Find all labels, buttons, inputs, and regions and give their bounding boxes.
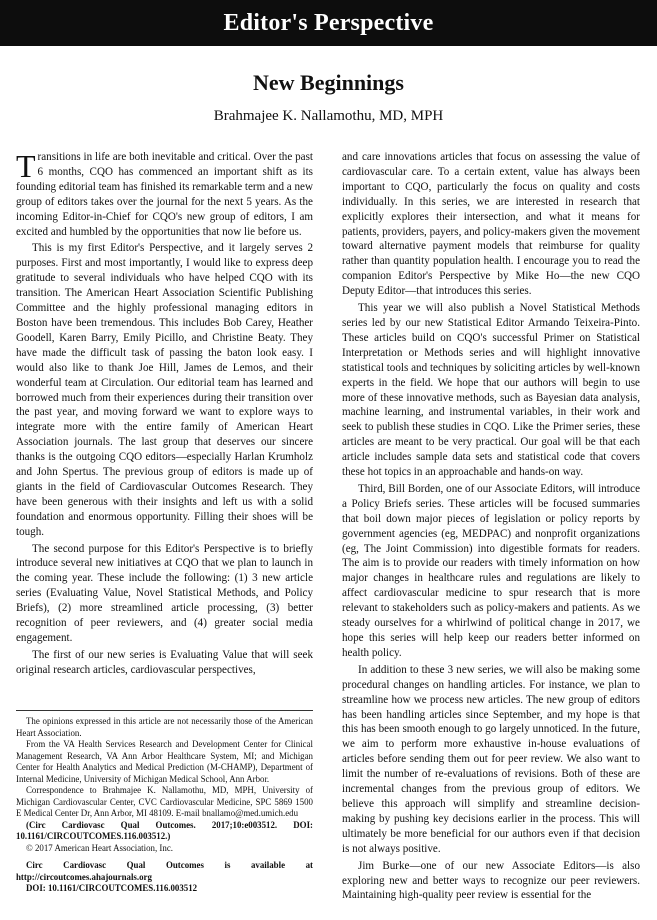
paragraph-gratitude: This is my first Editor's Perspective, and it largely serves 2 purposes. First and most importantly, I would like to express deep gratitude to several individuals who have helped CQO with its transition. The American Heart Association Scientific Publishing Committee and the highly professional managing editors in Boston have been tremendous. This includes Bob Carey, Heather Goodell, Karen Barry, Emily Picillo, and Christine Beaty. They have made the difficult task of passing the baton look easy. I would also like to thank Joe Hill, James de Lemos, and their wonderful team at Circulation. Our editorial team has learned and borrowed much from their experiences during their transition over the past year, and moving forward we want to explore ways to integrate more with the entire family of American Heart Association journals. The last group that deserves our sincere thanks is the outgoing CQO editors—especially Harlan Krumholz and John Spertus. The previous group of editors is made up of giants in the field of Cardiovascular Outcomes Research. They have been generous with their insights and left us with a solid foundation and enormous opportunity. Filling their shoes will be tough. [16, 242, 313, 538]
paragraph-value-continued: and care innovations articles that focus on assessing the value of cardiovascular care. To a certain extent, value has always been important to CQO, particularly the focus on quality and costs individually. In this series, we are interested in research that explicitly explores their intersection, and what it means for patients, providers, payers, and policy-makers given the movement toward alternative payment models that reimburse for quality rather than quantity population health. I encourage you to read the companion Editor's Perspective by Mike Ho—the new CQO Deputy Editor—that introduces this series. [342, 151, 640, 298]
drop-cap: T [16, 148, 36, 184]
footnote-correspondence: Correspondence to Brahmajee K. Nallamothu, MD, MPH, University of Michigan Cardiovascular Center, CVC Cardiovascular Medicine, SPC 5869 1500 E Medical Center Dr, Ann Arbor, MI 48109. E-mail bnallamo@med.umich.edu [16, 785, 313, 818]
paragraph-statistical-methods: This year we will also publish a Novel Statistical Methods series led by our new Statistical Editor Armando Teixeira-Pinto. These articles build on CQO's successful Primer on Statistical Interpretation or Methods series and will highlight innovative statistical tools and techniques by soliciting articles by well-known experts in the field. We hope that our authors will begin to use more of these innovative methods, such as Bayesian data analysis, machine learning, and instrumental variables, in their work and seek to publish these studies in CQO. Like the Primer series, these articles are meant to be very practical. Our goal will be that each article includes sample data sets and statistical code that covers these hot topics in an approachable and hands-on way. [342, 302, 640, 479]
paragraph-peer-reviewers: Jim Burke—one of our new Associate Editors—is also exploring new and better ways to recognize our peer reviewers. Maintaining high-quality peer review is essential for the [342, 859, 640, 902]
paragraph-intro [16, 150, 313, 239]
paragraph-policy-briefs: Third, Bill Borden, one of our Associate Editors, will introduce a Policy Briefs series. These articles will be focused summaries that boil down major pieces of legislation or policy reports by government agencies (eg, MEDPAC) and nonprofit organizations (eg, The Joint Commission) into digestible formats for readers. The aim is to provide our readers with timely information on how major changes in healthcare rules and regulations are likely to affect cardiovascular medicine to spur research that is more relevant to stakeholders such as policy-makers and patients. As we steady ourselves for a whirlwind of political change in 2017, we hope this series will help keep our readers better informed on health policy. [342, 482, 640, 659]
footnote-disclaimer: The opinions expressed in this article are not necessarily those of the American Heart Association. [16, 716, 313, 738]
section-banner [0, 0, 657, 46]
paragraph-evaluating-value: The first of our new series is Evaluating Value that will seek original research articles, cardiovascular perspectives, [16, 648, 313, 676]
paragraph-intro-text: ransitions in life are both inevitable and critical. Over the past 6 months, CQO has commenced an important shift as its founding editorial team has finished its remarkable term and a new group of editors takes over the journal for the next 5 years. As the incoming Editor-in-Chief for CQO's new group of editors, I am excited and humbled by the opportunities that now lie before us. [16, 151, 313, 238]
paragraph-initiatives: The second purpose for this Editor's Perspective is to briefly introduce several new initiatives at CQO that we plan to launch in the coming year. These include the following: (1) 3 new article series (Evaluating Value, Novel Statistical Methods, and Policy Briefs), (2) more streamlined article processing, (3) better recognition of peer reviewers, and (4) greater social media engagement. [16, 542, 313, 644]
left-column [16, 150, 313, 678]
footnote-affiliation: From the VA Health Services Research and Development Center for Clinical Management Research, VA Ann Arbor Healthcare System, MI; and Michigan Center for Health Analytics and Medical Prediction (M-CHAMP), Department of Internal Medicine, University of Michigan Medical School, Ann Arbor. [16, 739, 313, 784]
footnote-copyright: © 2017 American Heart Association, Inc. [26, 842, 173, 853]
paragraph-procedural-changes: In addition to these 3 new series, we will also be making some procedural changes on handling articles. For instance, we plan to streamline how we process new articles. The new group of editors has been handling articles since September, and my hope is that this has been smooth enough to go largely unnoticed. In the future, we aim to perform more exhaustive in-house evaluations of articles before sending them out for peer review. We also want to limit the number of re-evaluations of revisions. Both of these are incremental changes from the previous group of editors. We believe this approach will simplify and streamline decision-making by pushing key decisions earlier in the process. This will ultimately be more beneficial for our authors even if that decision is not always positive. [342, 663, 640, 855]
banner-label: Editor's Perspective [223, 9, 434, 36]
author-byline: Brahmajee K. Nallamothu, MD, MPH [213, 108, 444, 124]
footnote-doi: DOI: 10.1161/CIRCOUTCOMES.116.003512 [26, 883, 198, 893]
right-column [342, 150, 640, 903]
footnotes [16, 710, 313, 895]
article-title: New Beginnings [253, 70, 404, 95]
footnote-citation: (Circ Cardiovasc Qual Outcomes. 2017;10:e003512. DOI: 10.1161/CIRCOUTCOMES.116.003512.) [16, 819, 313, 841]
footnote-availability: Circ Cardiovasc Qual Outcomes is available at http://circoutcomes.ahajournals.org [16, 860, 313, 882]
